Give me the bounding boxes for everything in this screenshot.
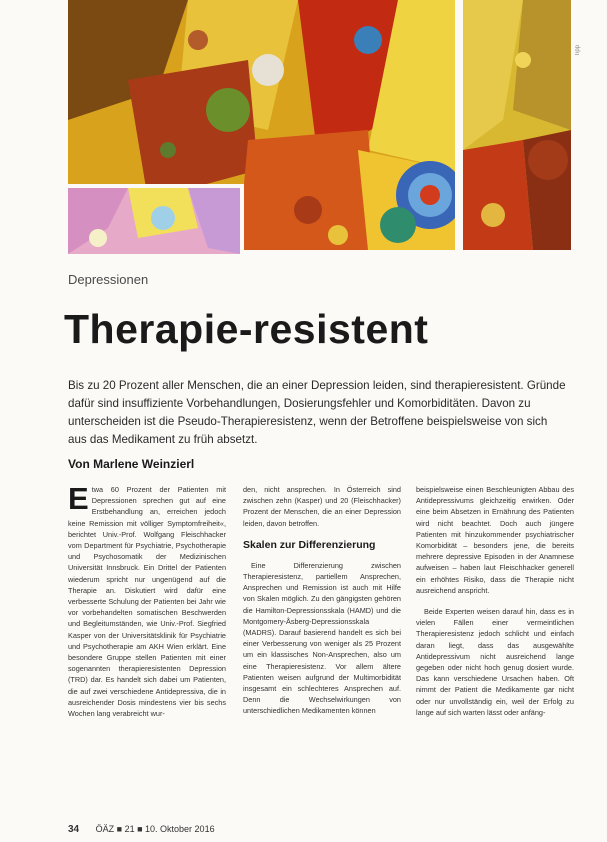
drop-cap: E xyxy=(68,481,89,516)
paragraph: Beide Experten weisen darauf hin, dass es in vielen Fällen einer vermeintlichen Therapieresistenz jedoch schlicht und einfach daran liegt, dass das ausgewählte Antidepressivum nicht ausreichend lange gegeben oder nicht hoch genug dosiert wurde. Das kann verschiedene Ursachen haben. Oft nimmt der Patient die Medikamente gar nicht oder nur unvollständig ein, weil der Erfolg zu lange auf sich warten lässt oder anfäng- xyxy=(416,607,574,717)
paragraph: Eine Differenzierung zwischen Therapieresistenz, partiellem Ansprechen, Ansprechen und Remission ist auch mit Hilfe von Skalen möglich. Zu den gängigsten gehören die Hamilton-Depressionsskala (HAMD) und die Montgomery-Åsberg-Depressionsskala (MADRS). Darauf basierend handelt es sich bei einer Verbesserung von weniger als 25 Prozent um ein klassisches Non-Ansprechen, also um eine Therapieresistenz. Vor allem ältere Patienten weisen aufgrund der Multimorbidität insgesamt ein schlechteres Ansprechen auf. Denn die Wechselwirkungen von unterschiedlichen Medikamenten können xyxy=(243,560,401,716)
abstract-painting-detail-image xyxy=(68,184,244,254)
paragraph xyxy=(68,481,226,719)
page-footer xyxy=(68,824,215,835)
abstract-painting-strip-image xyxy=(463,0,571,250)
page-number: 34 xyxy=(68,824,80,835)
article-lead: Bis zu 20 Prozent aller Menschen, die an einer Depression leiden, sind therapieresistent. Gründe dafür sind insuffiziente Vorbehandlungen, Dosierungsfehler und Komorbiditäten. Davon zu unterscheiden ist die Pseudo-Therapieresistenz, wenn der Betroffene beispielsweise von sich aus das Medikament zu früh absetzt. xyxy=(68,379,566,446)
text-column-3 xyxy=(416,484,574,718)
subheading: Skalen zur Differenzierung xyxy=(243,538,376,551)
issue-info: ÖÄZ ■ 21 ■ 10. Oktober 2016 xyxy=(95,824,215,834)
article-title: Therapie-resistent xyxy=(64,306,429,352)
paragraph: den, nicht ansprechen. In Österreich sind zwischen zehn (Kasper) und 20 (Fleischhacker) Prozent der Menschen, die an einer Depression leiden, davon betroffen. xyxy=(243,485,401,528)
text-column-2 xyxy=(243,484,401,717)
article-author: Von Marlene Weinzierl xyxy=(68,457,195,471)
paragraph: beispielsweise einen Beschleunigten Abbau des Antidepressivums gleichzeitig erwirken. Oder eine beim Absetzen in Ernährung des Patienten wird nicht beachtet. Doch auch jüngere Patienten mit hinzukommender psychiatrischer Komorbidität – besonders jene, die bereits mehrere depressive Episoden in der Anamnese aufweisen – haben laut Fleischhacker generell ein erhöhtes Risiko, dass die Therapie nicht ausreichend anspricht. xyxy=(416,485,574,595)
text-column-1 xyxy=(68,481,226,719)
section-kicker: Depressionen xyxy=(68,272,149,287)
paragraph-text: twa 60 Prozent der Patienten mit Depressionen sprechen gut auf eine Erstbehandlung an, erreichen jedoch keine Remission mit völliger Symptomfreiheit«, berichtet Univ.-Prof. Wolfgang Fleischhacker vom Department für Psychiatrie, Psychotherapie und Psychosomatik der Medizinischen Universität Innsbruck. Ein Drittel der Patienten wiederum spricht nur ungenügend auf die Therapie an. Diskutiert wird dafür eine verbesserte Schulung der Patienten bei Jahr wie vor vorbehandelten somatischen Beschwerden und Begleitumständen, wie Univ.-Prof. Siegfried Kasper von der Universitätsklinik für Psychiatrie und Psychotherapie am AKH Wien erklärt. Eine besondere Gruppe stellen Patienten mit einer sogenannten therapieresistenten Depression (TRD) dar. Es handelt sich dabei um Patienten, die auf zwei verschiedene Antidepressiva, die in ausreichender Dosis mindestens vier bis sechs Wochen lang verabreicht wur- xyxy=(68,485,226,719)
margin-tab: Tipp xyxy=(575,45,581,57)
